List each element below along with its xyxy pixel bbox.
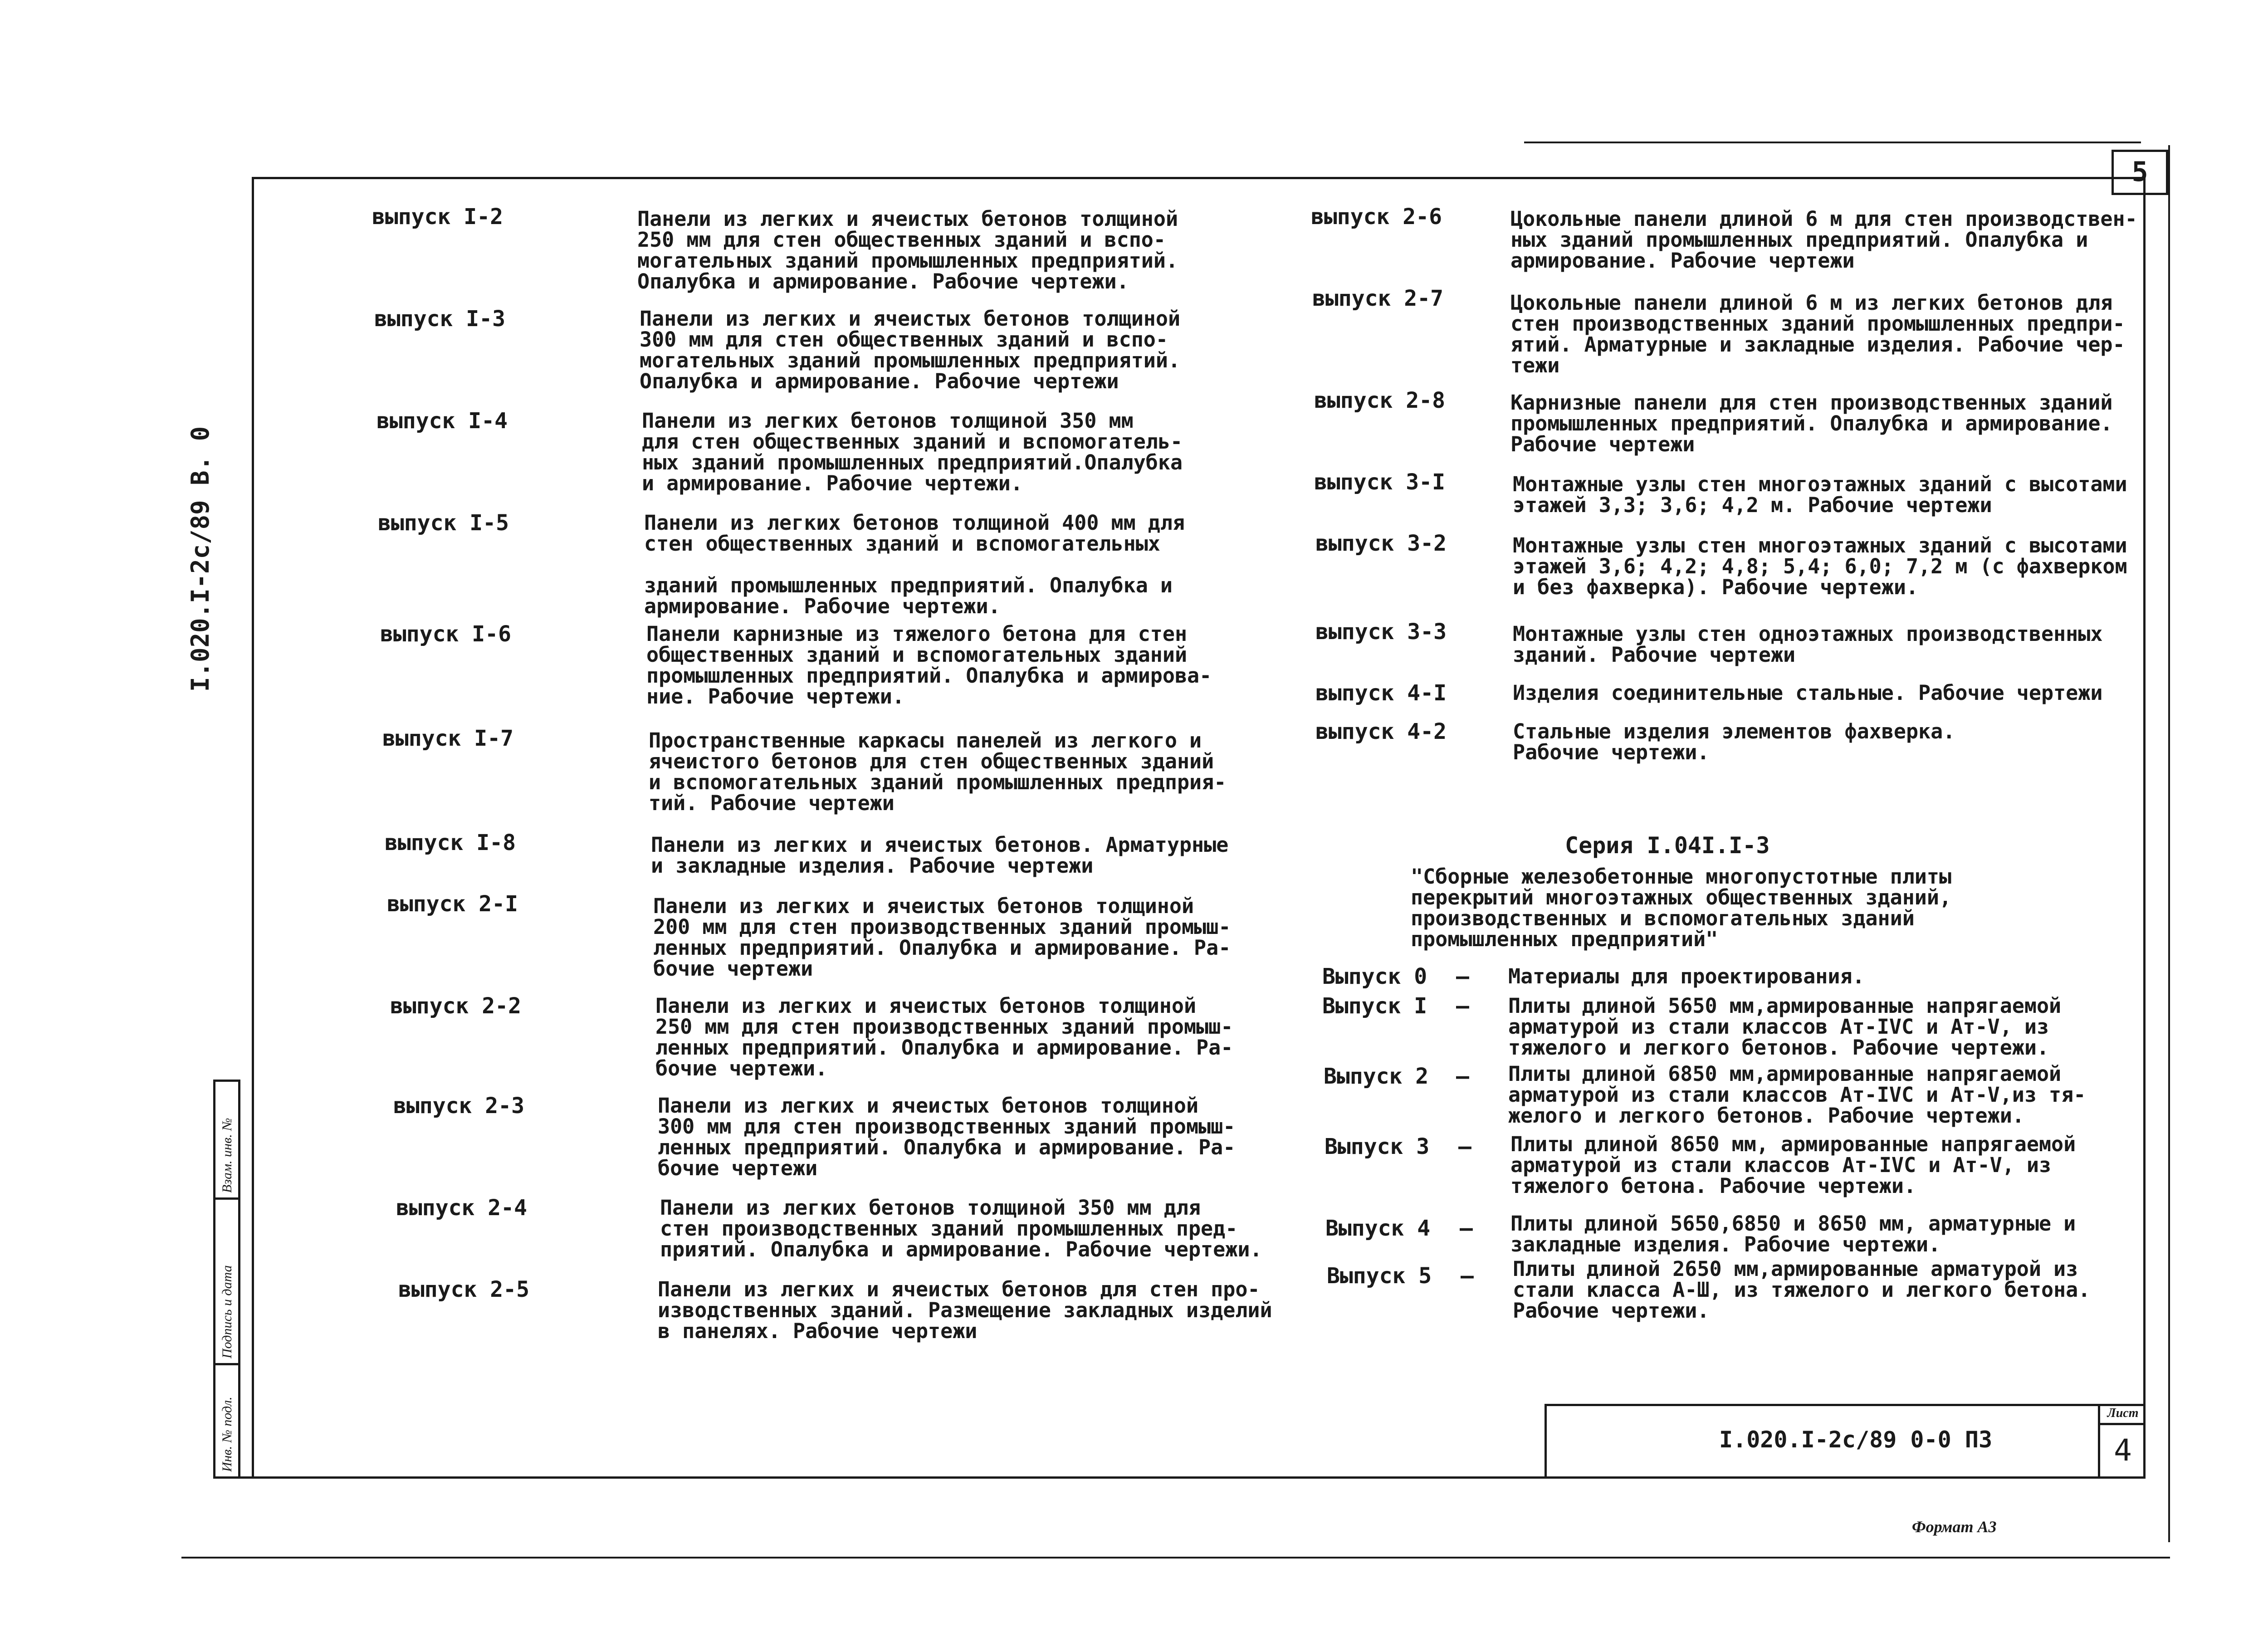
series-issue-description: Плиты длиной 5650,6850 и 8650 мм, арматурные и закладные изделия. Рабочие чертежи. (1510, 1212, 2076, 1256)
issue-description: Панели из легких и ячеистых бетонов толщиной 300 мм для стен производственных зданий промыш- ленных предприятий. Опалубка и армирование. Ра- бочие чертежи (658, 1094, 1236, 1180)
page-number-box (2112, 150, 2168, 195)
series-issue-label: Выпуск 0 (1322, 964, 1427, 989)
issue-label: выпуск 3-2 (1315, 531, 1447, 556)
series-issue-dash: – (1458, 1134, 1471, 1159)
issue-description: Карнизные панели для стен производственных зданий промышленных предприятий. Опалубка и армирование. Рабочие чертежи (1510, 391, 2113, 456)
outer-right-line (2168, 145, 2170, 1542)
issue-description: Панели из легких и ячеистых бетонов толщиной 250 мм для стен общественных зданий и вспо- могательных зданий промышленных предприятий. Опалубка и армирование. Рабочие чертежи. (637, 207, 1178, 293)
issue-description: Монтажные узлы стен многоэтажных зданий с высотами этажей 3,6; 4,2; 4,8; 5,4; 6,0; 7,2 м (с фахверком и без фахверка). Рабочие чертежи. (1513, 533, 2127, 599)
frame-left-line (252, 177, 254, 1479)
issue-description: Панели из легких и ячеистых бетонов толщиной 200 мм для стен производственных зданий промыш- ленных предприятий. Опалубка и армирование. Ра- бочие чертежи (653, 894, 1231, 981)
series-issue-description: Материалы для проектирования. (1508, 964, 1865, 988)
stamp-cell-signature (213, 1200, 240, 1365)
stamp-label-replacement: Взам. инв. № (220, 1118, 235, 1193)
sheet-number-box (2098, 1404, 2146, 1479)
series-issue-dash: – (1460, 1216, 1473, 1241)
series-issue-dash: – (1456, 964, 1469, 989)
issue-description: Панели из легких и ячеистых бетонов для стен про- изводственных зданий. Размещение закладных изделий в панелях. Рабочие чертежи (658, 1277, 1272, 1343)
issue-label: выпуск I-3 (374, 306, 505, 332)
stamp-label-inventory: Инв. № подл. (220, 1397, 235, 1472)
series-issue-dash: – (1461, 1263, 1474, 1289)
outer-bottom-line (181, 1557, 2170, 1559)
issue-description: Пространственные каркасы панелей из легкого и ячеистого бетонов для стен общественных зданий и вспомогательных зданий промышленных предприя- тий. Рабочие чертежи (649, 728, 1227, 815)
frame-right-line (2143, 177, 2146, 1479)
issue-label: выпуск 3-I (1314, 469, 1445, 495)
issue-description: Панели из легких и ячеистых бетонов толщиной 300 мм для стен общественных зданий и вспо- могательных зданий промышленных предприятий. Опалубка и армирование. Рабочие чертежи (640, 307, 1181, 393)
series-title: Серия I.04I.I-3 (1565, 832, 1770, 859)
issue-description: Цокольные панели длиной 6 м для стен производствен- ных зданий промышленных предприятий. Опалубка и армирование. Рабочие чертежи (1510, 207, 2137, 273)
issue-description: Изделия соединительные стальные. Рабочие чертежи (1513, 681, 2103, 705)
issue-description: Панели карнизные из тяжелого бетона для стен общественных зданий и вспомогательных зданий промышленных предприятий. Опалубка и армирова- ние. Рабочие чертежи. (646, 622, 1212, 708)
format-label: Формат А3 (1912, 1518, 1997, 1536)
issue-label: выпуск 2-3 (393, 1093, 524, 1119)
stamp-cell-inventory (213, 1365, 240, 1479)
document-code: I.020.I-2c/89 0-0 ПЗ (1719, 1427, 1993, 1453)
issue-label: выпуск I-4 (376, 408, 508, 434)
issue-label: выпуск 2-6 (1311, 204, 1442, 230)
issue-label: выпуск I-6 (380, 621, 511, 647)
series-issue-dash: – (1456, 993, 1469, 1019)
issue-label: выпуск 2-4 (396, 1195, 527, 1221)
issue-label: выпуск I-2 (372, 204, 503, 230)
issue-description: Цокольные панели длиной 6 м из легких бетонов для стен производственных зданий промышленных предпри- ятий. Арматурные и закладные изделия. Рабочие чер- тежи (1510, 291, 2125, 377)
series-issue-label: Выпуск 2 (1324, 1064, 1429, 1089)
series-issue-label: Выпуск 5 (1327, 1263, 1432, 1289)
series-issue-description: Плиты длиной 8650 мм, армированные напрягаемой арматурой из стали классов Ат-IVС и Ат-V, из тяжелого бетона. Рабочие чертежи. (1510, 1132, 2076, 1198)
issue-description: Панели из легких бетонов толщиной 350 мм для стен производственных зданий промышленных пред- приятий. Опалубка и армирование. Рабочие чертежи. (660, 1196, 1262, 1261)
issue-description: Монтажные узлы стен многоэтажных зданий с высотами этажей 3,3; 3,6; 4,2 м. Рабочие чертежи (1513, 472, 2127, 517)
issue-description: Панели из легких бетонов толщиной 350 мм для стен общественных зданий и вспомогатель- ных зданий промышленных предприятий.Опалубка и армирование. Рабочие чертежи. (642, 409, 1183, 495)
issue-label: выпуск I-8 (385, 830, 516, 855)
issue-description: Панели из легких бетонов толщиной 400 мм для стен общественных зданий и вспомогательных зданий промышленных предприятий. Опалубка и армирование. Рабочие чертежи. (644, 511, 1185, 618)
issue-label: выпуск 2-7 (1312, 286, 1443, 311)
stamp-cell-replacement (213, 1080, 240, 1200)
page-number: 5 (2131, 156, 2148, 188)
series-issue-description: Плиты длиной 2650 мм,армированные арматурой из стали класса А-Ш, из тяжелого и легкого бетона. Рабочие чертежи. (1513, 1257, 2091, 1323)
issue-label: выпуск 4-I (1315, 680, 1447, 706)
issue-description: Монтажные узлы стен одноэтажных производственных зданий. Рабочие чертежи (1513, 622, 2103, 667)
issue-description: Панели из легких и ячеистых бетонов толщиной 250 мм для стен производственных зданий промыш- ленных предприятий. Опалубка и армирование. Ра- бочие чертежи. (655, 994, 1233, 1080)
issue-label: выпуск 2-5 (398, 1277, 529, 1302)
series-issue-description: Плиты длиной 6850 мм,армированные напрягаемой арматурой из стали классов Ат-IVС и Ат-V,из тя- желого и легкого бетонов. Рабочие чертежи. (1508, 1062, 2086, 1128)
series-issue-label: Выпуск 3 (1325, 1134, 1430, 1159)
issue-label: выпуск 2-2 (390, 993, 521, 1019)
issue-label: выпуск 2-I (387, 891, 518, 917)
issue-description: Стальные изделия элементов фахверка. Рабочие чертежи. (1513, 719, 1955, 764)
issue-label: выпуск 4-2 (1315, 719, 1447, 744)
series-description: "Сборные железобетонные многопустотные плиты перекрытий многоэтажных общественных зданий, производственных и вспомогательных зданий промышленных предприятий" (1411, 865, 1952, 951)
series-issue-label: Выпуск 4 (1325, 1216, 1431, 1241)
sheet-label: Лист (2107, 1406, 2139, 1420)
sheet-label-cell (2100, 1404, 2146, 1425)
series-issue-dash: – (1456, 1064, 1469, 1089)
issue-label: выпуск I-5 (378, 510, 509, 536)
stamp-label-signature: Подпись и дата (220, 1265, 235, 1358)
issue-label: выпуск 2-8 (1314, 388, 1445, 413)
frame-top-line (252, 177, 2143, 179)
sheet-number: 4 (2114, 1433, 2132, 1468)
frame-top-short-line (1524, 142, 2141, 143)
issue-label: выпуск 3-3 (1315, 619, 1447, 645)
vertical-document-code: I.020.I-2c/89 B. 0 (186, 426, 215, 692)
series-issue-label: Выпуск I (1322, 993, 1427, 1019)
issue-description: Панели из легких и ячеистых бетонов. Арматурные и закладные изделия. Рабочие чертежи (651, 833, 1229, 878)
series-issue-description: Плиты длиной 5650 мм,армированные напрягаемой арматурой из стали классов Ат-IVС и Ат-V, из тяжелого и легкого бетонов. Рабочие чертежи. (1508, 994, 2062, 1060)
issue-label: выпуск I-7 (382, 726, 513, 751)
